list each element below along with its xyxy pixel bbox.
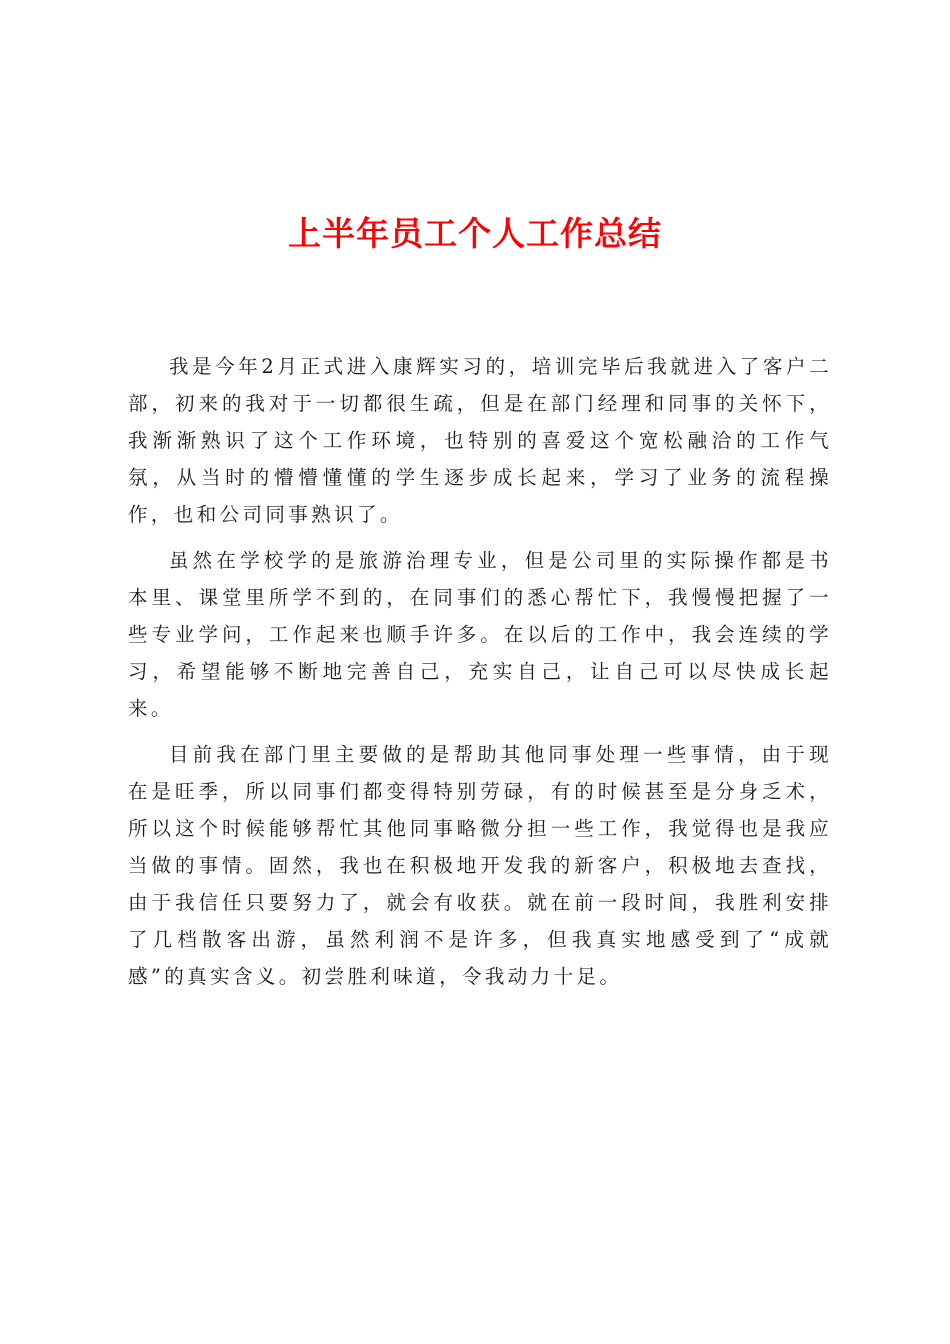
paragraph-2: 虽然在学校学的是旅游治理专业，但是公司里的实际操作都是书本里、课堂里所学不到的，在同事们的悉心帮忙下，我慢慢把握了一些专业学问，工作起来也顺手许多。在以后的工作中，我会连续的学习，希望能够不断地完善自己，充实自己，让自己可以尽快成长起来。: [128, 549, 832, 720]
document-body: [128, 348, 832, 1004]
document-title: 上半年员工个人工作总结: [288, 214, 662, 253]
paragraph-1: 我是今年2月正式进入康辉实习的，培训完毕后我就进入了客户二部，初来的我对于一切都很生疏，但是在部门经理和同事的关怀下，我渐渐熟识了这个工作环境，也特别的喜爱这个宽松融洽的工作气氛，从当时的懵懵懂懂的学生逐步成长起来，学习了业务的流程操作，也和公司同事熟识了。: [128, 355, 832, 526]
paragraph-3: 目前我在部门里主要做的是帮助其他同事处理一些事情，由于现在是旺季，所以同事们都变得特别劳碌，有的时候甚至是分身乏术，所以这个时候能够帮忙其他同事略微分担一些工作，我觉得也是我应当做的事情。固然，我也在积极地开发我的新客户，积极地去查找，由于我信任只要努力了，就会有收获。就在前一段时间，我胜利安排了几档散客出游，虽然利润不是许多，但我真实地感受到了“成就感”的真实含义。初尝胜利味道，令我动力十足。: [128, 743, 832, 988]
